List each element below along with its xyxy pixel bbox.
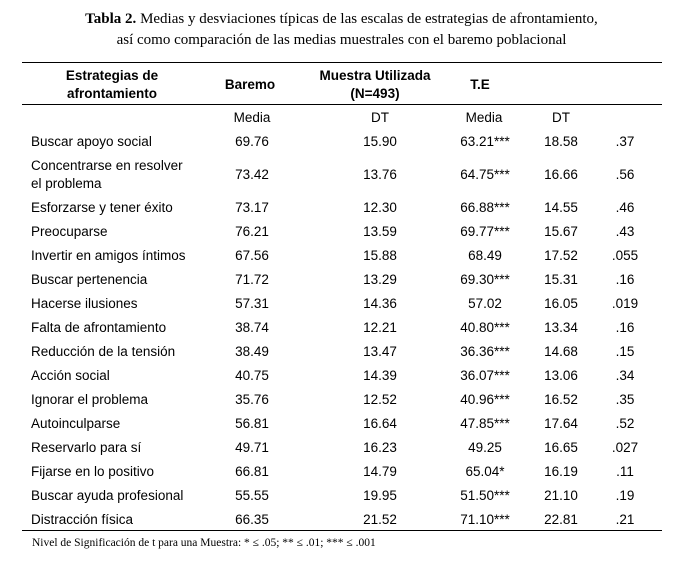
subheader-dt-baremo: DT bbox=[371, 110, 389, 125]
cell-dt-muestra: 18.58 bbox=[544, 134, 578, 149]
cell-te: .46 bbox=[615, 200, 635, 215]
cell-media-muestra: 40.80*** bbox=[460, 320, 510, 335]
cell-media-baremo: 73.17 bbox=[235, 200, 269, 215]
cell-media-muestra: 47.85*** bbox=[460, 416, 510, 431]
bottom-rule bbox=[22, 530, 662, 531]
cell-media-muestra: 69.30*** bbox=[460, 272, 510, 287]
table-caption-line-2: así como comparación de las medias muestrales con el baremo poblacional bbox=[116, 32, 567, 48]
cell-dt-baremo: 12.21 bbox=[363, 320, 397, 335]
cell-dt-baremo: 21.52 bbox=[363, 512, 397, 527]
cell-dt-baremo: 13.29 bbox=[363, 272, 397, 287]
cell-media-baremo: 38.49 bbox=[235, 344, 269, 359]
row-label: Hacerse ilusiones bbox=[31, 296, 138, 311]
cell-media-muestra: 68.49 bbox=[468, 248, 502, 263]
cell-media-baremo: 57.31 bbox=[235, 296, 269, 311]
cell-dt-muestra: 14.68 bbox=[544, 344, 578, 359]
cell-media-muestra: 51.50*** bbox=[460, 488, 510, 503]
row-label: Concentrarse en resolver bbox=[31, 158, 183, 173]
cell-media-baremo: 73.42 bbox=[235, 167, 269, 182]
cell-te: .027 bbox=[611, 440, 639, 455]
row-label: Distracción física bbox=[31, 512, 134, 527]
cell-te: .11 bbox=[616, 464, 634, 479]
cell-dt-baremo: 14.36 bbox=[363, 296, 397, 311]
cell-dt-baremo: 12.30 bbox=[363, 200, 397, 215]
cell-media-baremo: 55.55 bbox=[235, 488, 269, 503]
row-label: Buscar pertenencia bbox=[31, 272, 148, 287]
cell-dt-muestra: 16.66 bbox=[544, 167, 578, 182]
cell-dt-baremo: 16.23 bbox=[363, 440, 397, 455]
cell-media-baremo: 67.56 bbox=[235, 248, 269, 263]
cell-te: .055 bbox=[611, 248, 639, 263]
cell-media-muestra: 64.75*** bbox=[460, 167, 510, 182]
cell-dt-baremo: 19.95 bbox=[363, 488, 397, 503]
cell-dt-baremo: 13.59 bbox=[363, 224, 397, 239]
row-label: Ignorar el problema bbox=[31, 392, 149, 407]
cell-dt-muestra: 16.19 bbox=[544, 464, 578, 479]
cell-media-baremo: 56.81 bbox=[235, 416, 269, 431]
cell-media-muestra: 40.96*** bbox=[460, 392, 510, 407]
cell-media-muestra: 65.04* bbox=[465, 464, 505, 479]
cell-dt-muestra: 17.52 bbox=[544, 248, 578, 263]
header-muestra-line-2: (N=493) bbox=[350, 86, 400, 101]
cell-te: .34 bbox=[615, 368, 635, 383]
significance-note: Nivel de Significación de t para una Muestra: * ≤ .05; ** ≤ .01; *** ≤ .001 bbox=[32, 537, 376, 549]
cell-te: .35 bbox=[615, 392, 635, 407]
cell-media-muestra: 49.25 bbox=[468, 440, 502, 455]
cell-media-muestra: 36.36*** bbox=[460, 344, 510, 359]
cell-dt-baremo: 15.90 bbox=[363, 134, 397, 149]
row-label: Reducción de la tensión bbox=[31, 344, 176, 359]
cell-media-muestra: 57.02 bbox=[468, 296, 502, 311]
table-caption-line-1 bbox=[0, 9, 683, 29]
cell-dt-muestra: 16.52 bbox=[544, 392, 578, 407]
cell-dt-baremo: 13.47 bbox=[363, 344, 397, 359]
header-rule bbox=[22, 104, 662, 105]
cell-dt-muestra: 21.10 bbox=[544, 488, 578, 503]
cell-te: .43 bbox=[615, 224, 635, 239]
cell-te: .37 bbox=[615, 134, 635, 149]
cell-te: .15 bbox=[615, 344, 635, 359]
cell-media-muestra: 69.77*** bbox=[460, 224, 510, 239]
cell-te: .16 bbox=[615, 320, 635, 335]
cell-dt-muestra: 13.34 bbox=[544, 320, 578, 335]
row-label: Invertir en amigos íntimos bbox=[31, 248, 186, 263]
cell-dt-baremo: 14.79 bbox=[363, 464, 397, 479]
header-baremo: Baremo bbox=[224, 77, 276, 92]
cell-dt-baremo: 15.88 bbox=[363, 248, 397, 263]
cell-te: .21 bbox=[615, 512, 635, 527]
row-label: Buscar ayuda profesional bbox=[31, 488, 184, 503]
cell-media-baremo: 76.21 bbox=[235, 224, 269, 239]
cell-dt-muestra: 16.65 bbox=[544, 440, 578, 455]
cell-media-baremo: 71.72 bbox=[235, 272, 269, 287]
header-muestra-line-1: Muestra Utilizada bbox=[319, 68, 431, 83]
cell-media-baremo: 49.71 bbox=[235, 440, 269, 455]
cell-te: .56 bbox=[615, 167, 635, 182]
cell-dt-muestra: 16.05 bbox=[544, 296, 578, 311]
top-rule bbox=[22, 62, 662, 63]
subheader-media-muestra: Media bbox=[465, 110, 503, 125]
subheader-media-baremo: Media bbox=[233, 110, 271, 125]
subheader-dt-muestra: DT bbox=[552, 110, 570, 125]
cell-dt-muestra: 22.81 bbox=[544, 512, 578, 527]
caption-label: Tabla 2. bbox=[85, 11, 137, 27]
cell-dt-muestra: 14.55 bbox=[544, 200, 578, 215]
cell-media-muestra: 36.07*** bbox=[460, 368, 510, 383]
cell-dt-muestra: 15.67 bbox=[544, 224, 578, 239]
cell-te: .19 bbox=[615, 488, 635, 503]
row-label: Fijarse en lo positivo bbox=[31, 464, 155, 479]
header-te: T.E bbox=[470, 77, 490, 92]
cell-media-baremo: 66.35 bbox=[235, 512, 269, 527]
cell-media-baremo: 38.74 bbox=[235, 320, 269, 335]
row-label: Autoinculparse bbox=[31, 416, 121, 431]
cell-media-baremo: 35.76 bbox=[235, 392, 269, 407]
row-label: Acción social bbox=[31, 368, 110, 383]
row-label: Falta de afrontamiento bbox=[31, 320, 167, 335]
cell-te: .16 bbox=[615, 272, 635, 287]
cell-dt-baremo: 12.52 bbox=[363, 392, 397, 407]
cell-dt-baremo: 16.64 bbox=[363, 416, 397, 431]
header-estrategias-line-2: afrontamiento bbox=[66, 86, 157, 101]
cell-media-baremo: 69.76 bbox=[235, 134, 269, 149]
cell-media-muestra: 71.10*** bbox=[460, 512, 510, 527]
row-label: Preocuparse bbox=[31, 224, 108, 239]
row-label: Buscar apoyo social bbox=[31, 134, 152, 149]
cell-dt-muestra: 13.06 bbox=[544, 368, 578, 383]
cell-dt-baremo: 14.39 bbox=[363, 368, 397, 383]
cell-te: .019 bbox=[611, 296, 639, 311]
cell-media-baremo: 66.81 bbox=[235, 464, 269, 479]
cell-dt-baremo: 13.76 bbox=[363, 167, 397, 182]
cell-dt-muestra: 17.64 bbox=[544, 416, 578, 431]
cell-media-muestra: 66.88*** bbox=[460, 200, 510, 215]
cell-media-muestra: 63.21*** bbox=[460, 134, 510, 149]
cell-dt-muestra: 15.31 bbox=[544, 272, 578, 287]
row-label: Reservarlo para sí bbox=[31, 440, 142, 455]
row-label: Esforzarse y tener éxito bbox=[31, 200, 173, 215]
cell-media-baremo: 40.75 bbox=[235, 368, 269, 383]
caption-text: Medias y desviaciones típicas de las escalas de estrategias de afrontamiento, bbox=[136, 11, 598, 27]
header-estrategias-line-1: Estrategias de bbox=[65, 68, 159, 83]
row-label-line-2: el problema bbox=[31, 176, 102, 191]
cell-te: .52 bbox=[615, 416, 635, 431]
